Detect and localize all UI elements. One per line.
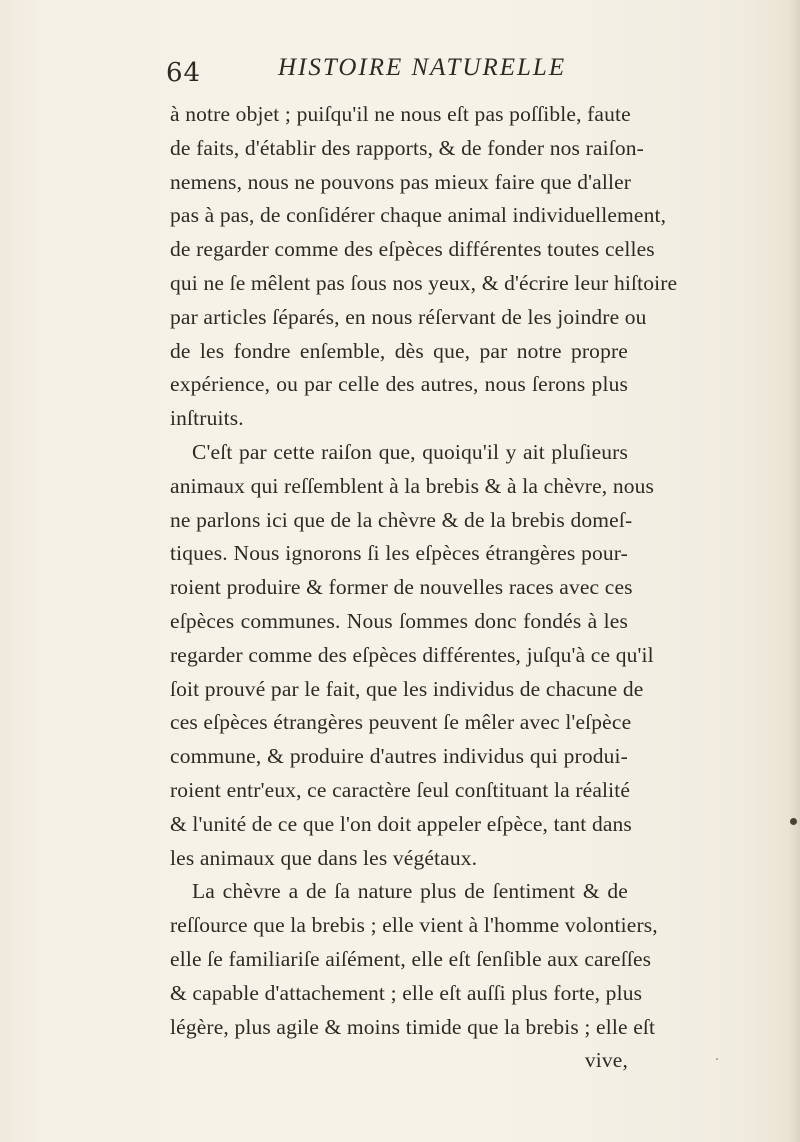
text-line: eſpèces communes. Nous ſommes donc fondés à les xyxy=(170,608,628,633)
paragraph-start-line: La chèvre a de ſa nature plus de ſentiment & de xyxy=(192,879,628,904)
ink-spot xyxy=(790,818,797,825)
text-line: elle ſe familiariſe aiſément, elle eſt ſenſible aux careſſes xyxy=(170,946,652,971)
text-line: ne parlons ici que de la chèvre & de la brebis domeſ- xyxy=(170,507,633,532)
text-line: roient produire & former de nouvelles races avec ces xyxy=(170,575,633,600)
text-line: de faits, d'établir des rapports, & de fonder nos raiſon- xyxy=(170,135,644,160)
text-line: nemens, nous ne pouvons pas mieux faire que d'aller xyxy=(170,169,632,194)
text-line: ſoit prouvé par le fait, que les individus de chacune de xyxy=(170,676,644,701)
catchword: vive, xyxy=(584,1048,628,1073)
text-line: légère, plus agile & moins timide que la brebis ; elle eſt xyxy=(170,1014,656,1039)
text-line: expérience, ou par celle des autres, nous ſerons plus xyxy=(170,372,628,397)
page-header xyxy=(166,54,636,94)
text-line: qui ne ſe mêlent pas ſous nos yeux, & d'écrire leur hiſtoire xyxy=(170,270,678,295)
text-line: & capable d'attachement ; elle eſt auſſi plus forte, plus xyxy=(170,980,643,1005)
ink-spot xyxy=(716,1058,718,1060)
text-line: tiques. Nous ignorons ſi les eſpèces étrangères pour- xyxy=(170,541,628,566)
text-line: ces eſpèces étrangères peuvent ſe mêler avec l'eſpèce xyxy=(170,710,632,735)
text-line: de regarder comme des eſpèces différentes toutes celles xyxy=(170,237,655,262)
text-line: par articles ſéparés, en nous réſervant de les joindre ou xyxy=(170,304,647,329)
page-number: 64 xyxy=(166,58,202,88)
text-line: les animaux que dans les végétaux. xyxy=(170,845,478,870)
text-line: commune, & produire d'autres individus qui produi- xyxy=(170,744,628,769)
paragraph-start-line: C'eſt par cette raiſon que, quoiqu'il y ait pluſieurs xyxy=(192,439,628,464)
text-line: inſtruits. xyxy=(170,406,244,431)
page-edge-shadow xyxy=(788,0,800,1142)
text-line: animaux qui reſſemblent à la brebis & à la chèvre, nous xyxy=(170,473,655,498)
text-line: à notre objet ; puiſqu'il ne nous eſt pas poſſible, faute xyxy=(170,102,631,126)
text-line: roient entr'eux, ce caractère ſeul conſtituant la réalité xyxy=(170,777,631,802)
text-line: regarder comme des eſpèces différentes, juſqu'à ce qu'il xyxy=(170,642,654,667)
text-line: pas à pas, de conſidérer chaque animal individuellement, xyxy=(170,203,667,228)
body-text xyxy=(170,98,678,1078)
text-line: & l'unité de ce que l'on doit appeler eſpèce, tant dans xyxy=(170,811,632,836)
text-line: reſſource que la brebis ; elle vient à l'homme volontiers, xyxy=(170,913,658,938)
running-head: HISTOIRE NATURELLE xyxy=(278,54,567,81)
text-line: de les fondre enſemble, dès que, par notre propre xyxy=(170,338,628,363)
